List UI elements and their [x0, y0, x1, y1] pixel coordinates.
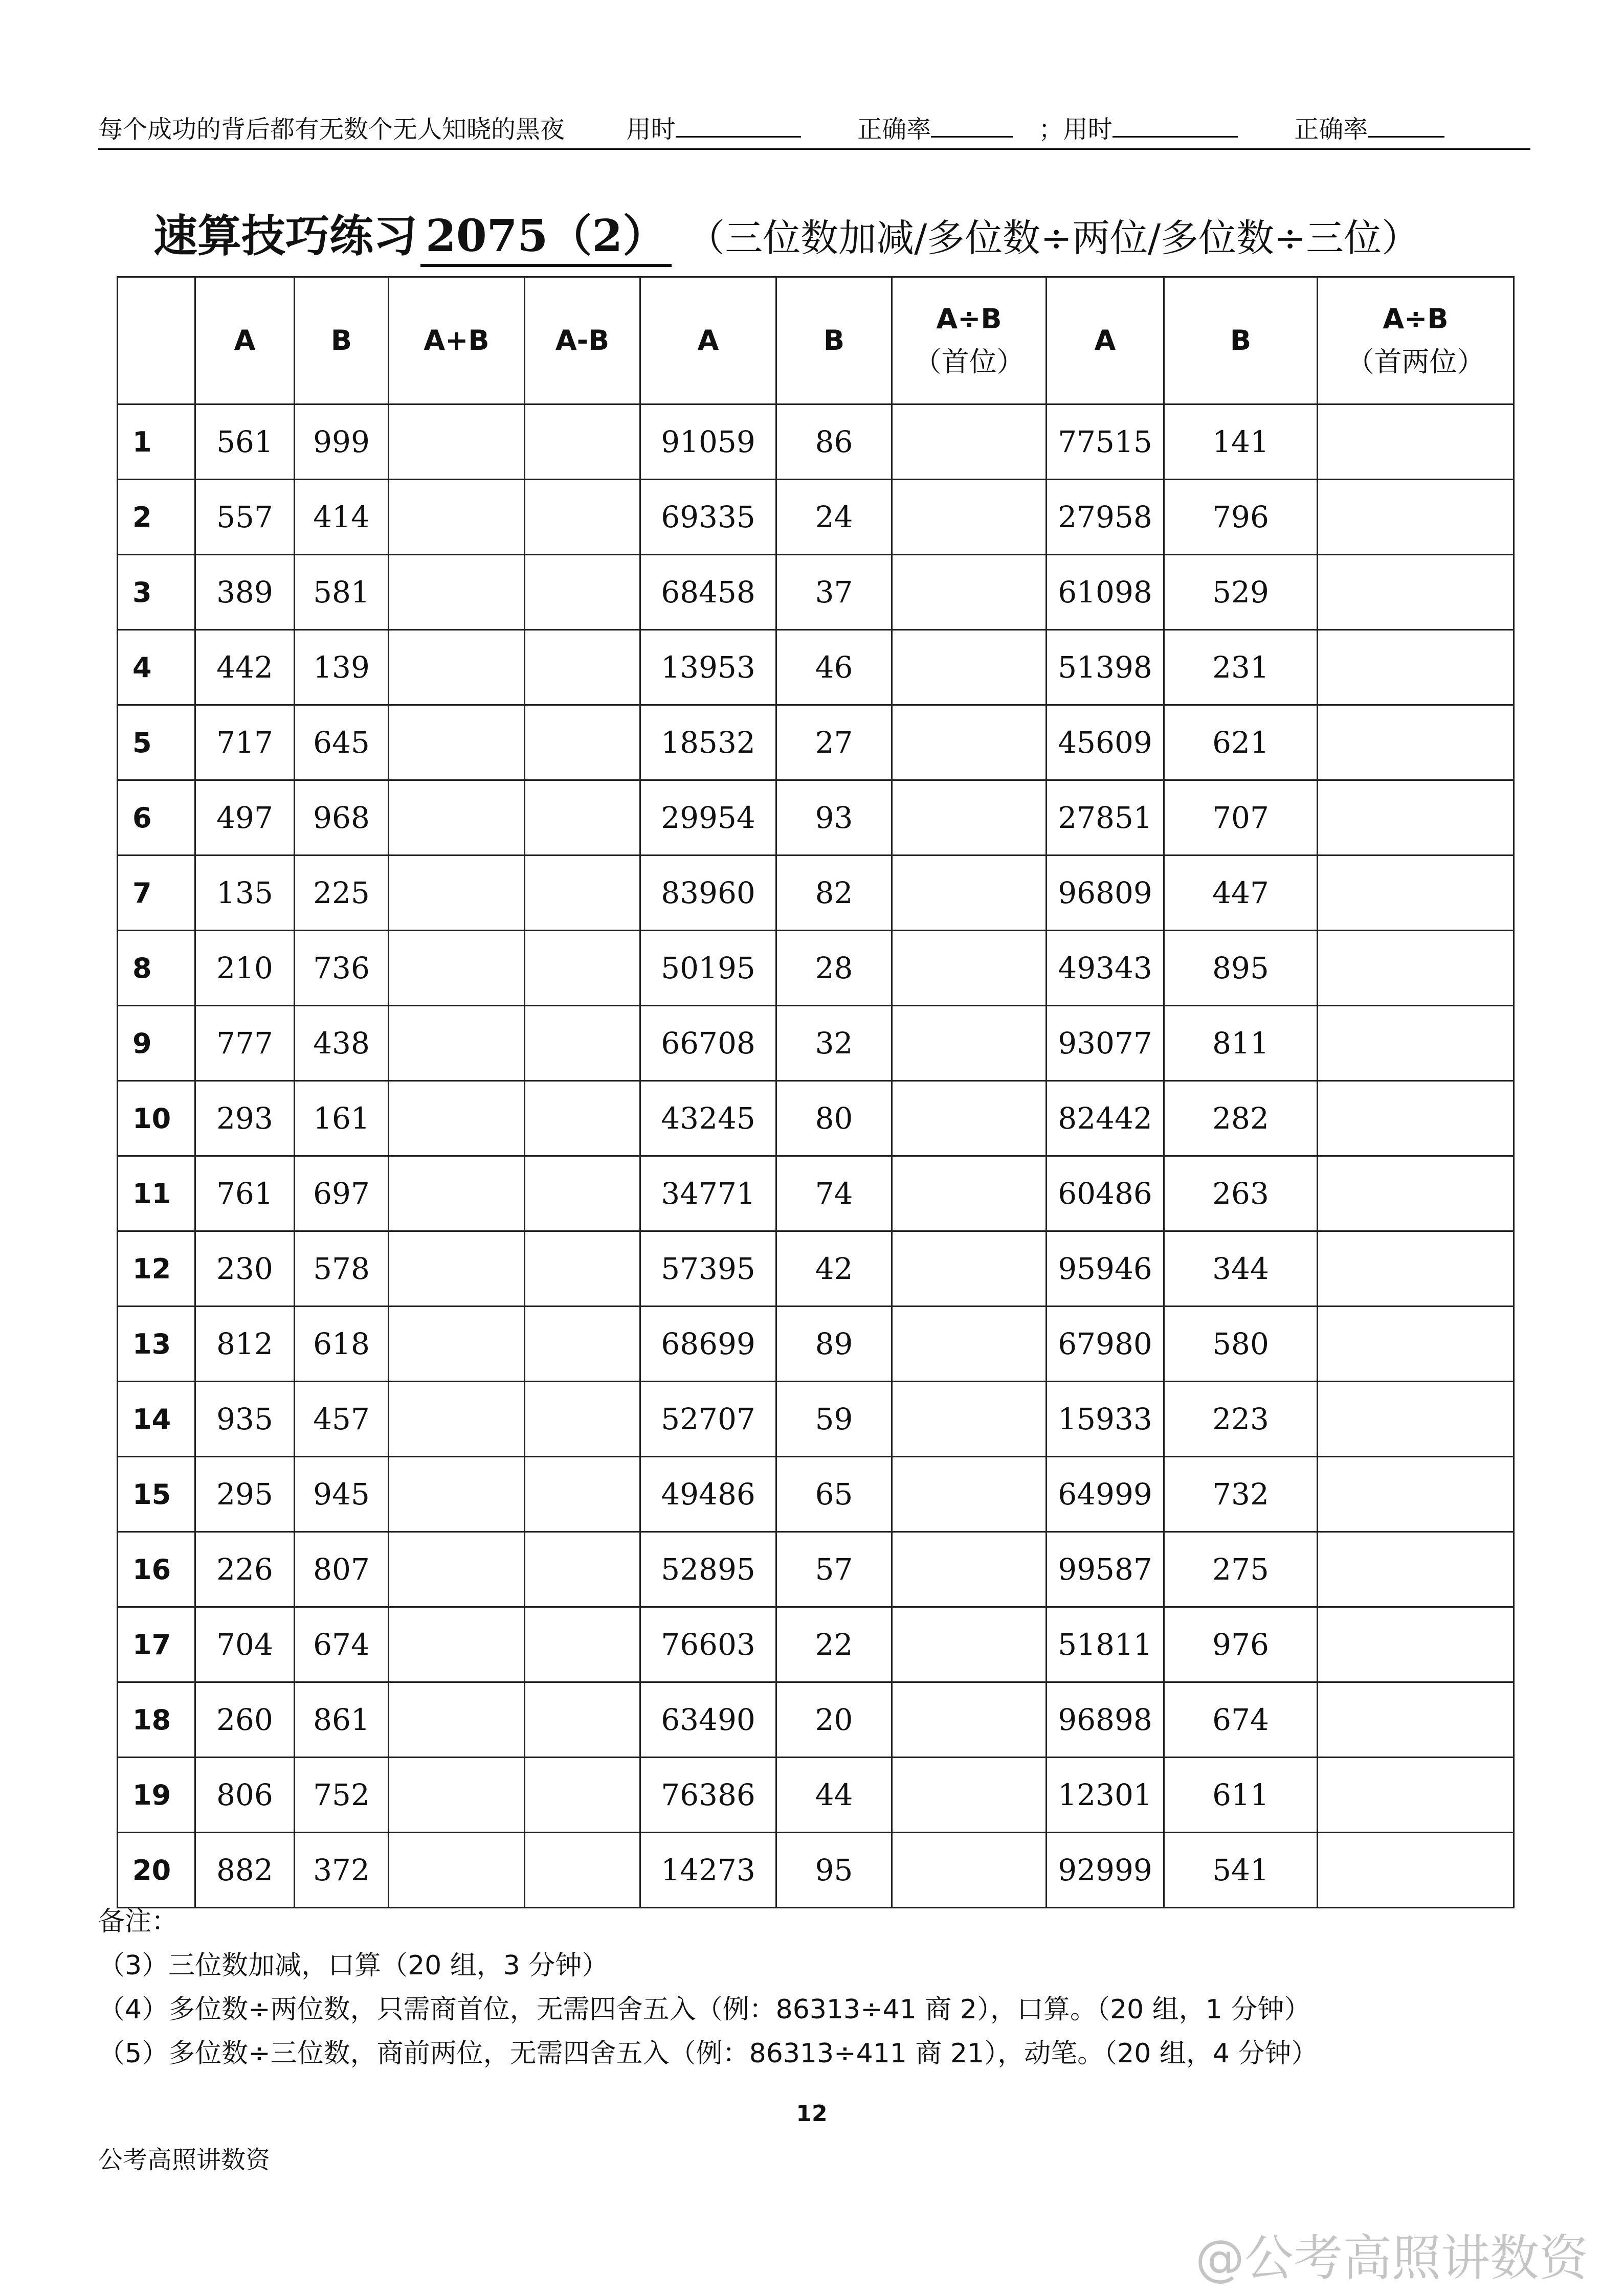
- table-row: [118, 1532, 1514, 1607]
- notes-heading: 备注：: [98, 1906, 179, 1937]
- value-cell-b1: 999: [295, 404, 389, 480]
- answer-cell-div2[interactable]: [1318, 555, 1514, 630]
- value-cell-b2: 24: [776, 480, 892, 555]
- answer-cell-div2[interactable]: [1318, 1081, 1514, 1156]
- row-index: 9: [118, 1006, 195, 1081]
- value-cell-b3: 282: [1164, 1081, 1318, 1156]
- value-cell-b3: 674: [1164, 1682, 1318, 1758]
- value-cell-a1: 497: [195, 780, 295, 856]
- header-b2: B: [776, 277, 892, 404]
- value-cell-a3: 51398: [1047, 630, 1164, 705]
- answer-cell-diff[interactable]: [525, 1081, 640, 1156]
- row-index: 12: [118, 1231, 195, 1307]
- answer-cell-div2[interactable]: [1318, 1231, 1514, 1307]
- answer-cell-diff[interactable]: [525, 1833, 640, 1908]
- value-cell-b1: 861: [295, 1682, 389, 1758]
- header-div1-line2: （首位）: [914, 346, 1025, 378]
- time-label-1: 用时: [626, 115, 676, 144]
- answer-cell-diff[interactable]: [525, 1758, 640, 1833]
- row-index: 18: [118, 1682, 195, 1758]
- value-cell-b3: 621: [1164, 705, 1318, 780]
- answer-cell-div2[interactable]: [1318, 1307, 1514, 1382]
- row-index: 10: [118, 1081, 195, 1156]
- table-row: [118, 630, 1514, 705]
- answer-cell-diff[interactable]: [525, 1006, 640, 1081]
- time-blank-1[interactable]: [676, 116, 801, 138]
- table-row: [118, 856, 1514, 931]
- answer-cell-sum[interactable]: [389, 705, 525, 780]
- value-cell-b1: 736: [295, 931, 389, 1006]
- value-cell-a1: 882: [195, 1833, 295, 1908]
- value-cell-b3: 976: [1164, 1607, 1318, 1682]
- table-row: [118, 780, 1514, 856]
- value-cell-a3: 95946: [1047, 1231, 1164, 1307]
- value-cell-a3: 12301: [1047, 1758, 1164, 1833]
- answer-cell-div1[interactable]: [892, 630, 1047, 705]
- value-cell-a1: 442: [195, 630, 295, 705]
- value-cell-b1: 457: [295, 1382, 389, 1457]
- table-row: [118, 1006, 1514, 1081]
- answer-cell-diff[interactable]: [525, 1231, 640, 1307]
- value-cell-a3: 27851: [1047, 780, 1164, 856]
- header-sum: A+B: [389, 277, 525, 404]
- accuracy-blank-2[interactable]: [1368, 116, 1444, 138]
- value-cell-a1: 806: [195, 1758, 295, 1833]
- answer-cell-div2[interactable]: [1318, 1457, 1514, 1532]
- answer-cell-div1[interactable]: [892, 1758, 1047, 1833]
- value-cell-b2: 89: [776, 1307, 892, 1382]
- answer-cell-sum[interactable]: [389, 1532, 525, 1607]
- value-cell-a2: 91059: [640, 404, 776, 480]
- value-cell-a2: 76603: [640, 1607, 776, 1682]
- value-cell-b3: 141: [1164, 404, 1318, 480]
- time-label-2: ；用时: [1038, 115, 1113, 144]
- value-cell-b3: 275: [1164, 1532, 1318, 1607]
- table-row: [118, 1307, 1514, 1382]
- row-index: 13: [118, 1307, 195, 1382]
- table-header-row: [118, 277, 1514, 404]
- answer-cell-div1[interactable]: [892, 1833, 1047, 1908]
- answer-cell-sum[interactable]: [389, 1006, 525, 1081]
- header-div-first-two-digits: [1318, 277, 1514, 404]
- answer-cell-diff[interactable]: [525, 1607, 640, 1682]
- table-row: [118, 555, 1514, 630]
- value-cell-b1: 752: [295, 1758, 389, 1833]
- value-cell-a3: 77515: [1047, 404, 1164, 480]
- value-cell-b3: 611: [1164, 1758, 1318, 1833]
- value-cell-a3: 45609: [1047, 705, 1164, 780]
- answer-cell-diff[interactable]: [525, 404, 640, 480]
- answer-cell-div2[interactable]: [1318, 780, 1514, 856]
- table-row: [118, 1758, 1514, 1833]
- answer-cell-diff[interactable]: [525, 705, 640, 780]
- answer-cell-div1[interactable]: [892, 1307, 1047, 1382]
- table-row: [118, 1833, 1514, 1908]
- value-cell-b1: 414: [295, 480, 389, 555]
- value-cell-a2: 34771: [640, 1156, 776, 1231]
- answer-cell-sum[interactable]: [389, 480, 525, 555]
- time-blank-2[interactable]: [1113, 116, 1238, 138]
- title-code: 2075（2）: [420, 200, 672, 267]
- value-cell-a2: 69335: [640, 480, 776, 555]
- value-cell-b3: 447: [1164, 856, 1318, 931]
- answer-cell-diff[interactable]: [525, 630, 640, 705]
- title-subtitle: （三位数加减/多位数÷两位/多位数÷三位）: [687, 216, 1420, 260]
- answer-cell-div1[interactable]: [892, 1532, 1047, 1607]
- value-cell-b2: 37: [776, 555, 892, 630]
- answer-cell-div2[interactable]: [1318, 1532, 1514, 1607]
- answer-cell-diff[interactable]: [525, 1156, 640, 1231]
- answer-cell-sum[interactable]: [389, 1457, 525, 1532]
- answer-cell-diff[interactable]: [525, 1307, 640, 1382]
- table-row: [118, 480, 1514, 555]
- table-row: [118, 1081, 1514, 1156]
- value-cell-b1: 438: [295, 1006, 389, 1081]
- answer-cell-sum[interactable]: [389, 1382, 525, 1457]
- value-cell-a1: 293: [195, 1081, 295, 1156]
- value-cell-b2: 93: [776, 780, 892, 856]
- answer-cell-sum[interactable]: [389, 1156, 525, 1231]
- header-b3: B: [1164, 277, 1318, 404]
- value-cell-b1: 372: [295, 1833, 389, 1908]
- value-cell-a3: 96809: [1047, 856, 1164, 931]
- answer-cell-diff[interactable]: [525, 856, 640, 931]
- table-row: [118, 1607, 1514, 1682]
- answer-cell-div1[interactable]: [892, 1682, 1047, 1758]
- answer-cell-div1[interactable]: [892, 1457, 1047, 1532]
- value-cell-b1: 697: [295, 1156, 389, 1231]
- value-cell-b3: 796: [1164, 480, 1318, 555]
- value-cell-a2: 68699: [640, 1307, 776, 1382]
- answer-cell-div2[interactable]: [1318, 1382, 1514, 1457]
- value-cell-a2: 49486: [640, 1457, 776, 1532]
- value-cell-a1: 295: [195, 1457, 295, 1532]
- answer-cell-div2[interactable]: [1318, 1607, 1514, 1682]
- accuracy-blank-1[interactable]: [931, 116, 1013, 138]
- value-cell-a2: 50195: [640, 931, 776, 1006]
- value-cell-b1: 945: [295, 1457, 389, 1532]
- header-a1: A: [195, 277, 295, 404]
- value-cell-a3: 49343: [1047, 931, 1164, 1006]
- value-cell-b2: 74: [776, 1156, 892, 1231]
- row-index: 14: [118, 1382, 195, 1457]
- row-index: 1: [118, 404, 195, 480]
- table-row: [118, 1231, 1514, 1307]
- row-index: 11: [118, 1156, 195, 1231]
- value-cell-a1: 561: [195, 404, 295, 480]
- value-cell-b2: 82: [776, 856, 892, 931]
- answer-cell-div1[interactable]: [892, 1607, 1047, 1682]
- value-cell-a3: 82442: [1047, 1081, 1164, 1156]
- page-number: 12: [796, 2101, 828, 2127]
- value-cell-a1: 226: [195, 1532, 295, 1607]
- value-cell-a1: 777: [195, 1006, 295, 1081]
- value-cell-b2: 20: [776, 1682, 892, 1758]
- value-cell-b3: 529: [1164, 555, 1318, 630]
- answer-cell-diff[interactable]: [525, 931, 640, 1006]
- answer-cell-sum[interactable]: [389, 1758, 525, 1833]
- title-main: 速算技巧练习: [153, 210, 417, 262]
- header-diff: A-B: [525, 277, 640, 404]
- row-index: 5: [118, 705, 195, 780]
- row-index: 4: [118, 630, 195, 705]
- answer-cell-sum[interactable]: [389, 856, 525, 931]
- answer-cell-diff[interactable]: [525, 1682, 640, 1758]
- value-cell-a2: 83960: [640, 856, 776, 931]
- answer-cell-div2[interactable]: [1318, 1156, 1514, 1231]
- answer-cell-sum[interactable]: [389, 1307, 525, 1382]
- value-cell-a3: 51811: [1047, 1607, 1164, 1682]
- value-cell-a3: 96898: [1047, 1682, 1164, 1758]
- row-index: 20: [118, 1833, 195, 1908]
- row-index: 15: [118, 1457, 195, 1532]
- header-motto: 每个成功的背后都有无数个无人知晓的黑夜: [98, 115, 565, 144]
- value-cell-b2: 27: [776, 705, 892, 780]
- answer-cell-div2[interactable]: [1318, 1758, 1514, 1833]
- value-cell-b1: 578: [295, 1231, 389, 1307]
- table-row: [118, 1156, 1514, 1231]
- value-cell-b3: 732: [1164, 1457, 1318, 1532]
- answer-cell-sum[interactable]: [389, 1607, 525, 1682]
- row-index: 6: [118, 780, 195, 856]
- value-cell-a1: 135: [195, 856, 295, 931]
- value-cell-a3: 67980: [1047, 1307, 1164, 1382]
- value-cell-a1: 260: [195, 1682, 295, 1758]
- value-cell-a3: 61098: [1047, 555, 1164, 630]
- answer-cell-sum[interactable]: [389, 780, 525, 856]
- header-div1-line1: A÷B: [936, 303, 1002, 335]
- value-cell-a3: 27958: [1047, 480, 1164, 555]
- value-cell-b1: 618: [295, 1307, 389, 1382]
- answer-cell-div1[interactable]: [892, 1081, 1047, 1156]
- value-cell-a1: 230: [195, 1231, 295, 1307]
- accuracy-label-2: 正确率: [1294, 115, 1368, 144]
- answer-cell-diff[interactable]: [525, 480, 640, 555]
- value-cell-a2: 76386: [640, 1758, 776, 1833]
- value-cell-b3: 811: [1164, 1006, 1318, 1081]
- practice-table: [117, 276, 1515, 1908]
- answer-cell-div2[interactable]: [1318, 856, 1514, 931]
- value-cell-a1: 812: [195, 1307, 295, 1382]
- value-cell-a2: 63490: [640, 1682, 776, 1758]
- value-cell-b2: 86: [776, 404, 892, 480]
- value-cell-b3: 707: [1164, 780, 1318, 856]
- note-line-5: （5）多位数÷三位数，商前两位，无需四舍五入（例：86313÷411 商 21），动笔。（20 组，4 分钟）: [98, 2038, 1318, 2069]
- answer-cell-div2[interactable]: [1318, 480, 1514, 555]
- answer-cell-div1[interactable]: [892, 1231, 1047, 1307]
- note-line-3: （3）三位数加减，口算（20 组，3 分钟）: [98, 1950, 609, 1981]
- answer-cell-div1[interactable]: [892, 780, 1047, 856]
- value-cell-a3: 93077: [1047, 1006, 1164, 1081]
- value-cell-a3: 60486: [1047, 1156, 1164, 1231]
- answer-cell-div1[interactable]: [892, 555, 1047, 630]
- answer-cell-diff[interactable]: [525, 1457, 640, 1532]
- value-cell-b3: 231: [1164, 630, 1318, 705]
- value-cell-b2: 80: [776, 1081, 892, 1156]
- answer-cell-div2[interactable]: [1318, 404, 1514, 480]
- value-cell-a2: 43245: [640, 1081, 776, 1156]
- answer-cell-diff[interactable]: [525, 780, 640, 856]
- answer-cell-sum[interactable]: [389, 1231, 525, 1307]
- table-body: [118, 404, 1514, 1908]
- row-index: 17: [118, 1607, 195, 1682]
- answer-cell-div1[interactable]: [892, 931, 1047, 1006]
- value-cell-a2: 29954: [640, 780, 776, 856]
- value-cell-b1: 645: [295, 705, 389, 780]
- table-row: [118, 404, 1514, 480]
- value-cell-b3: 580: [1164, 1307, 1318, 1382]
- header-line: [98, 109, 1444, 145]
- answer-cell-sum[interactable]: [389, 1833, 525, 1908]
- value-cell-a3: 64999: [1047, 1457, 1164, 1532]
- value-cell-b2: 59: [776, 1382, 892, 1457]
- value-cell-b2: 28: [776, 931, 892, 1006]
- value-cell-b2: 42: [776, 1231, 892, 1307]
- value-cell-b3: 344: [1164, 1231, 1318, 1307]
- value-cell-a2: 57395: [640, 1231, 776, 1307]
- value-cell-a2: 14273: [640, 1833, 776, 1908]
- row-index: 2: [118, 480, 195, 555]
- table-row: [118, 1457, 1514, 1532]
- answer-cell-div2[interactable]: [1318, 705, 1514, 780]
- value-cell-a2: 68458: [640, 555, 776, 630]
- notes: [98, 1900, 1318, 2076]
- value-cell-b3: 223: [1164, 1382, 1318, 1457]
- header-a2: A: [640, 277, 776, 404]
- row-index: 8: [118, 931, 195, 1006]
- answer-cell-div1[interactable]: [892, 1382, 1047, 1457]
- value-cell-b1: 161: [295, 1081, 389, 1156]
- answer-cell-diff[interactable]: [525, 1382, 640, 1457]
- value-cell-a1: 935: [195, 1382, 295, 1457]
- row-index: 3: [118, 555, 195, 630]
- row-index: 19: [118, 1758, 195, 1833]
- row-index: 16: [118, 1532, 195, 1607]
- answer-cell-div2[interactable]: [1318, 931, 1514, 1006]
- value-cell-a3: 92999: [1047, 1833, 1164, 1908]
- value-cell-b2: 22: [776, 1607, 892, 1682]
- value-cell-a1: 704: [195, 1607, 295, 1682]
- value-cell-b1: 807: [295, 1532, 389, 1607]
- answer-cell-div1[interactable]: [892, 1006, 1047, 1081]
- answer-cell-diff[interactable]: [525, 555, 640, 630]
- value-cell-a1: 761: [195, 1156, 295, 1231]
- value-cell-a2: 52895: [640, 1532, 776, 1607]
- value-cell-b2: 44: [776, 1758, 892, 1833]
- answer-cell-div1[interactable]: [892, 705, 1047, 780]
- watermark: @公考高照讲数资: [1195, 2230, 1588, 2287]
- value-cell-b1: 225: [295, 856, 389, 931]
- answer-cell-sum[interactable]: [389, 555, 525, 630]
- value-cell-b2: 65: [776, 1457, 892, 1532]
- answer-cell-sum[interactable]: [389, 404, 525, 480]
- answer-cell-div1[interactable]: [892, 480, 1047, 555]
- value-cell-b1: 139: [295, 630, 389, 705]
- accuracy-label-1: 正确率: [857, 115, 931, 144]
- answer-cell-div1[interactable]: [892, 1156, 1047, 1231]
- value-cell-a2: 66708: [640, 1006, 776, 1081]
- value-cell-a1: 389: [195, 555, 295, 630]
- header-div2-line1: A÷B: [1383, 303, 1449, 335]
- answer-cell-div1[interactable]: [892, 404, 1047, 480]
- header-rule: [98, 148, 1530, 150]
- page-title: [153, 200, 1419, 267]
- value-cell-b2: 95: [776, 1833, 892, 1908]
- value-cell-b2: 46: [776, 630, 892, 705]
- answer-cell-div2[interactable]: [1318, 630, 1514, 705]
- value-cell-b2: 32: [776, 1006, 892, 1081]
- header-b1: B: [295, 277, 389, 404]
- value-cell-a1: 717: [195, 705, 295, 780]
- value-cell-b2: 57: [776, 1532, 892, 1607]
- answer-cell-div2[interactable]: [1318, 1682, 1514, 1758]
- value-cell-b3: 895: [1164, 931, 1318, 1006]
- answer-cell-sum[interactable]: [389, 1682, 525, 1758]
- value-cell-a2: 13953: [640, 630, 776, 705]
- value-cell-a1: 210: [195, 931, 295, 1006]
- value-cell-a3: 15933: [1047, 1382, 1164, 1457]
- header-div-first-digit: [892, 277, 1047, 404]
- answer-cell-div1[interactable]: [892, 856, 1047, 931]
- value-cell-a1: 557: [195, 480, 295, 555]
- table-row: [118, 1682, 1514, 1758]
- answer-cell-sum[interactable]: [389, 1081, 525, 1156]
- value-cell-a3: 99587: [1047, 1532, 1164, 1607]
- table-row: [118, 931, 1514, 1006]
- header-index: [118, 277, 195, 404]
- row-index: 7: [118, 856, 195, 931]
- table-row: [118, 705, 1514, 780]
- table-row: [118, 1382, 1514, 1457]
- answer-cell-div2[interactable]: [1318, 1833, 1514, 1908]
- answer-cell-div2[interactable]: [1318, 1006, 1514, 1081]
- header-div2-line2: （首两位）: [1346, 346, 1485, 378]
- header-a3: A: [1047, 277, 1164, 404]
- answer-cell-sum[interactable]: [389, 931, 525, 1006]
- value-cell-b1: 968: [295, 780, 389, 856]
- answer-cell-sum[interactable]: [389, 630, 525, 705]
- note-line-4: （4）多位数÷两位数，只需商首位，无需四舍五入（例：86313÷41 商 2），口算。（20 组，1 分钟）: [98, 1994, 1311, 2025]
- value-cell-a2: 18532: [640, 705, 776, 780]
- value-cell-b3: 263: [1164, 1156, 1318, 1231]
- value-cell-a2: 52707: [640, 1382, 776, 1457]
- value-cell-b1: 581: [295, 555, 389, 630]
- footer-author: 公考高照讲数资: [98, 2146, 271, 2174]
- answer-cell-diff[interactable]: [525, 1532, 640, 1607]
- value-cell-b1: 674: [295, 1607, 389, 1682]
- value-cell-b3: 541: [1164, 1833, 1318, 1908]
